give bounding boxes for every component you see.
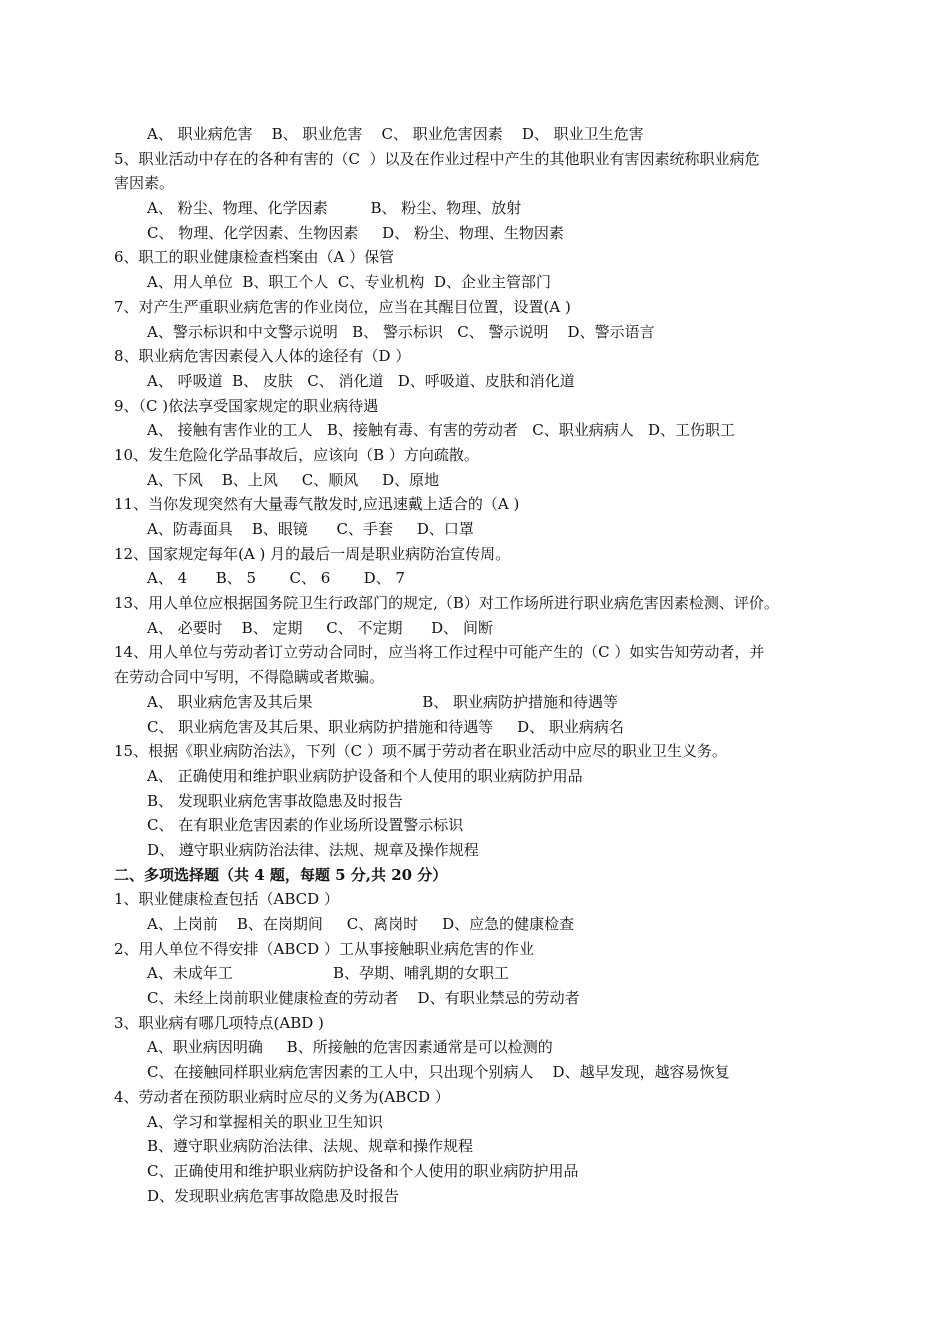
answer-options-line: A、下风 B、上风 C、顺风 D、原地: [147, 470, 440, 489]
answer-options-line: A、学习和掌握相关的职业卫生知识: [147, 1112, 383, 1131]
section-heading: 二、多项选择题（共 4 题，每题 5 分,共 20 分）: [114, 865, 448, 884]
answer-options-line: A、 接触有害作业的工人 B、接触有毒、有害的劳动者 C、职业病病人 D、工伤职工: [147, 421, 736, 440]
answer-options-line: A、 4 B、 5 C、 6 D、 7: [147, 569, 405, 588]
question-line: 2、用人单位不得安排（ABCD ）工从事接触职业病危害的作业: [114, 939, 534, 958]
question-line: 4、劳动者在预防职业病时应尽的义务为(ABCD ）: [114, 1087, 450, 1106]
answer-options-line: A、 职业病危害 B、 职业危害 C、 职业危害因素 D、 职业卫生危害: [147, 125, 644, 143]
answer-options-line: D、发现职业病危害事故隐患及时报告: [147, 1186, 400, 1205]
answer-options-line: A、未成年工 B、孕期、哺乳期的女职工: [147, 964, 509, 983]
answer-options-line: A、警示标识和中文警示说明 B、 警示标识 C、 警示说明 D、警示语言: [147, 322, 655, 341]
question-line: 8、职业病危害因素侵入人体的途径有（D ）: [114, 347, 411, 366]
question-line: 害因素。: [114, 174, 175, 193]
answer-options-line: B、遵守职业病防治法律、法规、规章和操作规程: [147, 1137, 474, 1156]
answer-options-line: C、 物理、化学因素、生物因素 D、 粉尘、物理、生物因素: [147, 223, 564, 242]
answer-options-line: C、正确使用和维护职业病防护设备和个人使用的职业病防护用品: [147, 1161, 579, 1180]
question-line: 5、职业活动中存在的各种有害的（C ）以及在作业过程中产生的其他职业有害因素统称职业病危: [114, 149, 760, 168]
answer-options-line: A、用人单位 B、职工个人 C、专业机构 D、企业主管部门: [147, 273, 551, 292]
answer-options-line: C、 职业病危害及其后果、职业病防护措施和待遇等 D、 职业病病名: [147, 717, 624, 736]
document-page: [114, 122, 844, 1208]
answer-options-line: A、职业病因明确 B、所接触的危害因素通常是可以检测的: [147, 1038, 553, 1057]
question-line: 6、职工的职业健康检查档案由（A ）保管: [114, 248, 395, 267]
question-line: 13、用人单位应根据国务院卫生行政部门的规定,（B）对工作场所进行职业病危害因素检测、评价。: [114, 594, 779, 613]
answer-options-line: C、 在有职业危害因素的作业场所设置警示标识: [147, 816, 464, 835]
answer-options-line: A、 必要时 B、 定期 C、 不定期 D、 间断: [147, 618, 493, 637]
answer-options-line: C、未经上岗前职业健康检查的劳动者 D、有职业禁忌的劳动者: [147, 989, 580, 1008]
question-line: 3、职业病有哪几项特点(ABD ): [114, 1013, 324, 1032]
answer-options-line: A、 正确使用和维护职业病防护设备和个人使用的职业病防护用品: [147, 766, 583, 785]
answer-options-line: A、 呼吸道 B、 皮肤 C、 消化道 D、呼吸道、皮肤和消化道: [147, 371, 575, 390]
answer-options-line: C、在接触同样职业病危害因素的工人中，只出现个别病人 D、越早发现，越容易恢复: [147, 1063, 730, 1082]
question-line: 1、职业健康检查包括（ABCD ）: [114, 890, 339, 909]
answer-options-line: A、防毒面具 B、眼镜 C、手套 D、口罩: [147, 520, 474, 538]
answer-options-line: A、 职业病危害及其后果 B、 职业病防护措施和待遇等: [147, 692, 619, 711]
question-line: 9、（C )依法享受国家规定的职业病待遇: [114, 396, 379, 415]
answer-options-line: A、上岗前 B、在岗期间 C、离岗时 D、应急的健康检查: [147, 915, 575, 933]
question-line: 11、当你发现突然有大量毒气散发时,应迅速戴上适合的（A ): [114, 495, 520, 514]
answer-options-line: B、 发现职业病危害事故隐患及时报告: [147, 791, 403, 810]
question-line: 14、用人单位与劳动者订立劳动合同时，应当将工作过程中可能产生的（C ）如实告知劳动者，并: [114, 643, 765, 662]
question-line: 7、对产生严重职业病危害的作业岗位，应当在其醒目位置，设置(A ): [114, 297, 571, 316]
question-line: 10、发生危险化学品事故后，应该向（B ）方向疏散。: [114, 445, 479, 464]
question-line: 15、根据《职业病防治法》，下列（C ）项不属于劳动者在职业活动中应尽的职业卫生义务。: [114, 742, 727, 761]
question-line: 12、国家规定每年(A ) 月的最后一周是职业病防治宣传周。: [114, 544, 511, 563]
answer-options-line: A、 粉尘、物理、化学因素 B、 粉尘、物理、放射: [147, 199, 522, 218]
question-line: 在劳动合同中写明，不得隐瞒或者欺骗。: [114, 668, 385, 687]
answer-options-line: D、 遵守职业病防治法律、法规、规章及操作规程: [147, 840, 479, 859]
